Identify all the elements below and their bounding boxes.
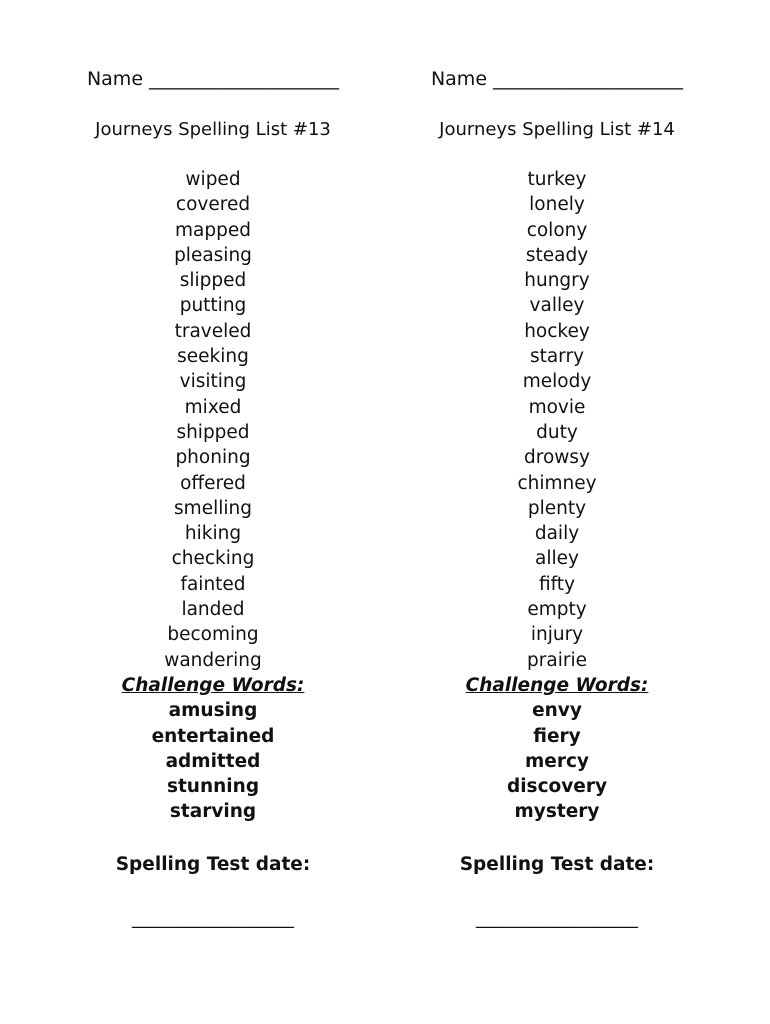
spelling-word: alley	[535, 548, 579, 570]
spelling-word: drowsy	[524, 447, 590, 469]
spelling-word: plenty	[527, 497, 587, 519]
spelling-word: prairie	[527, 649, 587, 671]
challenge-word: starving	[169, 801, 257, 823]
spelling-word: wandering	[164, 649, 262, 671]
spelling-word: movie	[528, 396, 586, 418]
test-date-blank: __________________	[132, 908, 294, 929]
challenge-words-heading: Challenge Words:	[121, 674, 305, 696]
spelling-word: phoning	[175, 447, 251, 469]
spelling-word: covered	[175, 194, 251, 216]
spelling-word: checking	[171, 548, 255, 570]
challenge-word: entertained	[151, 725, 275, 747]
spelling-word: wiped	[185, 169, 241, 190]
challenge-word: amusing	[168, 700, 258, 722]
spelling-word: valley	[529, 295, 585, 317]
challenge-words-heading: Challenge Words:	[465, 674, 649, 696]
spelling-word: hungry	[524, 270, 590, 292]
list-title: Journeys Spelling List #14	[439, 119, 675, 140]
spelling-word: pleasing	[174, 244, 252, 266]
challenge-word: envy	[532, 700, 582, 722]
spelling-word: daily	[534, 523, 580, 545]
spelling-word: colony	[526, 219, 588, 241]
challenge-word: mystery	[514, 801, 600, 823]
spelling-word: fainted	[180, 573, 246, 595]
challenge-word: fiery	[533, 725, 581, 747]
test-date-blank: __________________	[476, 908, 638, 929]
challenge-word: stunning	[166, 776, 260, 798]
name-line: Name ____________________	[86, 68, 340, 90]
word-list	[48, 167, 378, 825]
spelling-word: chimney	[517, 472, 597, 494]
spelling-word: landed	[181, 599, 245, 621]
spelling-word: duty	[536, 421, 578, 443]
spelling-word: putting	[179, 295, 247, 317]
list-title: Journeys Spelling List #13	[95, 119, 331, 140]
spelling-word: slipped	[179, 270, 247, 292]
word-list	[392, 167, 722, 825]
spelling-word: injury	[530, 624, 584, 646]
spelling-word: steady	[525, 244, 589, 266]
spelling-word: becoming	[167, 624, 259, 646]
spelling-word: mapped	[175, 219, 251, 241]
spelling-word: smelling	[174, 497, 252, 519]
spelling-word: lonely	[529, 194, 585, 216]
spelling-word: offered	[180, 472, 246, 494]
spelling-word: hockey	[524, 320, 590, 342]
spelling-word: hiking	[184, 523, 242, 545]
challenge-word: discovery	[506, 776, 608, 798]
spelling-word: turkey	[527, 169, 587, 190]
spelling-word: fifty	[538, 573, 576, 595]
spelling-word: mixed	[184, 396, 242, 418]
challenge-word: mercy	[525, 750, 589, 772]
name-line: Name ____________________	[430, 68, 684, 90]
spelling-word: starry	[529, 346, 585, 368]
spelling-word: shipped	[176, 421, 250, 443]
challenge-word: admitted	[165, 750, 261, 772]
spelling-word: visiting	[179, 371, 247, 393]
spelling-word: traveled	[174, 320, 252, 342]
spelling-word: empty	[527, 599, 587, 621]
spelling-word: seeking	[177, 346, 249, 368]
spelling-word: melody	[522, 371, 592, 393]
test-date-label: Spelling Test date:	[459, 854, 655, 875]
test-date-label: Spelling Test date:	[115, 854, 311, 875]
